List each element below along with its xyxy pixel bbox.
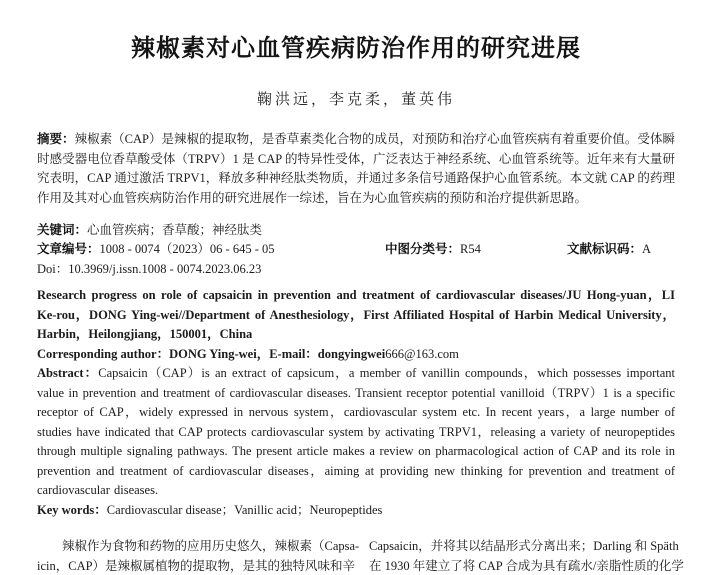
chinese-keywords-label: 关键词：: [37, 222, 88, 237]
english-abstract-text: Capsaicin（CAP）is an extract of capsicum，a member of vanillin compounds，which possesses important value in prevention and treatment of cardiovascular diseases. Transient receptor potential vanilloid（TRPV）1 is a specific receptor of CAP，widely expressed in nervous system，cardiovascular system etc. In recent years，a large number of studies have indicated that CAP protects cardiovascular system by activating TRPV1，releasing a variety of neuropeptides through multiple signaling pathways. The present article makes a review on pharmacological action of CAP and its role in prevention and treatment of cardiovascular diseases，aiming at providing new thinking for prevention and treatment of cardiovascular diseases.: [37, 366, 675, 497]
english-title: Research progress on role of capsaicin in prevention and treatment of cardiovascular diseases/JU Hong-yuan，LI Ke-rou，DONG Ying-wei//Department of Anesthesiology，First Affiliated Hospital of Harbin Medical University，Harbin，Heilongjiang，150001，China: [37, 288, 675, 341]
body-left-column: [37, 537, 360, 575]
corresponding-email-suffix: 666@163.com: [385, 346, 459, 361]
english-keywords-text: Cardiovascular disease；Vanillic acid；Neuropeptides: [106, 502, 383, 517]
corresponding-author-line: [37, 345, 675, 365]
document-code: [567, 240, 675, 260]
article-number: [37, 240, 385, 260]
meta-row: [37, 240, 675, 260]
clc-label: 中图分类号：: [385, 242, 461, 256]
english-abstract: [37, 364, 675, 501]
chinese-keywords-text: 心血管疾病；香草酸；神经肽类: [87, 222, 263, 237]
body-two-columns: [37, 537, 684, 575]
clc-value: R54: [460, 242, 481, 256]
english-abstract-label: Abstract：: [37, 366, 99, 380]
english-keywords-label: Key words：: [37, 502, 107, 517]
document-code-label: 文献标识码：: [567, 242, 643, 256]
english-keywords: [37, 501, 675, 521]
body-left-line-2: icin，CAP）是辣椒属植物的提取物，是其的独特风味和辛: [37, 558, 356, 573]
doi-value: 10.3969/j.issn.1008 - 0074.2023.06.23: [68, 261, 262, 276]
chinese-abstract: [37, 130, 675, 208]
english-section: [37, 286, 675, 520]
body-right-line-1: Capsaicin，并将其以结晶形式分离出来；Darling 和 Späth: [369, 539, 679, 553]
body-left-line-1: 辣椒作为食物和药物的应用历史悠久，辣椒素（Capsa-: [62, 539, 360, 553]
document-code-value: A: [642, 242, 652, 256]
chinese-keywords: [37, 221, 675, 241]
authors-line: 鞠洪远，李克柔，董英伟: [256, 92, 455, 108]
body-right-column: [369, 537, 684, 575]
doi-label: Doi：: [37, 261, 69, 276]
body-right-line-2: 在 1930 年建立了将 CAP 合成为具有疏水/亲脂性质的化学: [369, 558, 684, 573]
paper-title: 辣椒素对心血管疾病防治作用的研究进展: [131, 35, 581, 62]
chinese-abstract-label: 摘要：: [37, 132, 75, 146]
doi-line: [37, 260, 675, 280]
article-number-value: 1008 - 0074（2023）06 - 645 - 05: [99, 242, 275, 256]
corresponding-author-text: Corresponding author：DONG Ying-wei，E-mail：dongyingwei: [37, 346, 386, 361]
chinese-abstract-text: 辣椒素（CAP）是辣椒的提取物，是香草素类化合物的成员，对预防和治疗心血管疾病有着重要价值。受体瞬时感受器电位香草酸受体（TRPV）1 是 CAP 的特异性受体，广泛表达于神经系统、心血管系统等。近年来有大量研究表明，CAP 通过激活 TRPV1，释放多种神经肽类物质，并通过多条信号通路保护心血管系统。本文就 CAP 的药理作用及其对心血管疾病防治作用的研究进展作一综述，旨在为心血管疾病的预防和治疗提供新思路。: [37, 132, 675, 205]
article-number-label: 文章编号：: [37, 242, 100, 256]
clc-number: [385, 240, 567, 260]
